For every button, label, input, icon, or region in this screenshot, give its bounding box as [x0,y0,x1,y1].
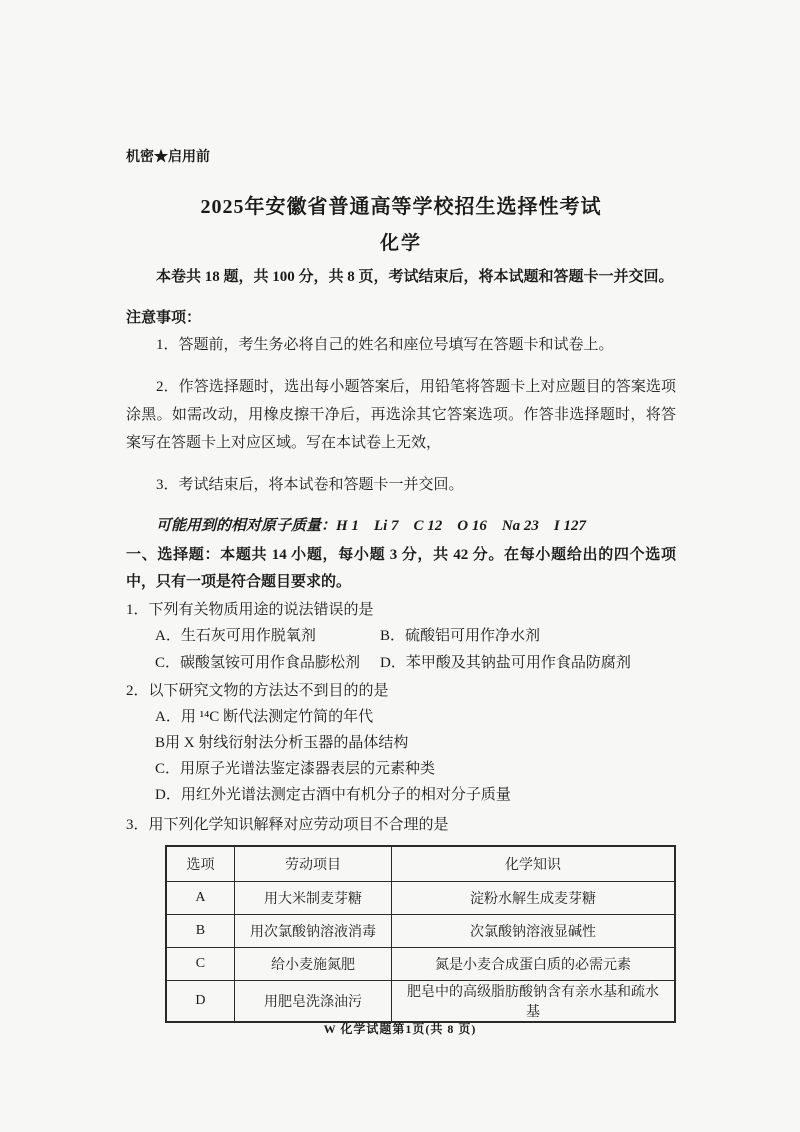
question-2-option-a: A．用 ¹⁴C 断代法测定竹简的年代 [155,709,374,725]
question-3 [126,812,676,1023]
question-1-stem: 1．下列有关物质用途的说法错误的是 [126,602,374,618]
question-1 [126,597,676,677]
section-1-heading: 一、选择题：本题共 14 小题，每小题 3 分，共 42 分。在每小题给出的四个选项中，只有一项是符合题目要求的。 [126,547,676,590]
table-cell: 用次氯酸钠溶液消毒 [234,915,391,948]
table-header-project: 劳动项目 [234,846,391,882]
table-cell: 氮是小麦合成蛋白质的必需元素 [392,948,675,981]
question-2-stem: 2．以下研究文物的方法达不到目的的是 [126,683,389,699]
note-item-1: 1．答题前，考生务必将自己的姓名和座位号填写在答题卡和试卷上。 [156,337,614,353]
note-item-3: 3．考试结束后，将本试卷和答题卡一并交回。 [156,477,464,493]
question-2-option-c: C．用原子光谱法鉴定漆器表层的元素种类 [155,761,436,777]
question-1-option-c: C．碳酸氢铵可用作食品膨松剂 [155,655,361,671]
question-1-option-d: D．苯甲酸及其钠盐可用作食品防腐剂 [380,655,631,671]
table-header-knowledge: 化学知识 [392,846,675,882]
table-cell: 次氯酸钠溶液显碱性 [392,915,675,948]
note-item-2: 2．作答选择题时，选出每小题答案后，用铅笔将答题卡上对应题目的答案选项涂黑。如需改动，用橡皮擦干净后，再选涂其它答案选项。作答非选择题时，将答案写在答题卡上对应区域。写在本试卷上无效， [126,379,676,451]
table-cell: 用大米制麦芽糖 [234,882,391,915]
table-cell: 淀粉水解生成麦芽糖 [392,882,675,915]
question-1-option-a: A．生石灰可用作脱氧剂 [155,628,316,644]
page-footer: W 化学试题第1页(共 8 页) [323,1022,477,1036]
table-header-row [166,846,675,882]
question-3-stem: 3．用下列化学知识解释对应劳动项目不合理的是 [126,817,449,833]
classification-label: 机密★启用前 [126,150,210,165]
table-header-option: 选项 [166,846,234,882]
table-row-a [166,882,675,915]
table-cell: C [166,948,234,981]
question-2 [126,678,676,808]
question-1-options-row-1 [155,623,676,650]
table-cell: 用肥皂洗涤油污 [234,981,391,1023]
table-cell: A [166,882,234,915]
question-1-option-b: B．硫酸铝可用作净水剂 [380,628,541,644]
question-1-options-row-2 [155,650,676,677]
table-row-b [166,915,675,948]
question-2-option-b: B用 X 射线衍射法分析玉器的晶体结构 [155,735,409,751]
table-cell: 给小麦施氮肥 [234,948,391,981]
notes-heading: 注意事项： [126,310,202,326]
question-3-table [165,845,676,1023]
table-cell: B [166,915,234,948]
table-cell: 肥皂中的高级脂肪酸钠含有亲水基和疏水基 [392,981,675,1023]
subject-title: 化学 [379,233,422,254]
table-cell: D [166,981,234,1023]
table-row-c [166,948,675,981]
exam-title: 2025年安徽省普通高等学校招生选择性考试 [200,196,602,218]
question-2-option-d: D．用红外光谱法测定古酒中有机分子的相对分子质量 [155,787,511,803]
exam-summary: 本卷共 18 题，共 100 分，共 8 页，考试结束后，将本试题和答题卡一并交回。 [156,269,674,285]
atomic-masses-line: 可能用到的相对原子质量：H 1 Li 7 C 12 O 16 Na 23 I 127 [156,518,587,534]
table-row-d [166,981,675,1023]
